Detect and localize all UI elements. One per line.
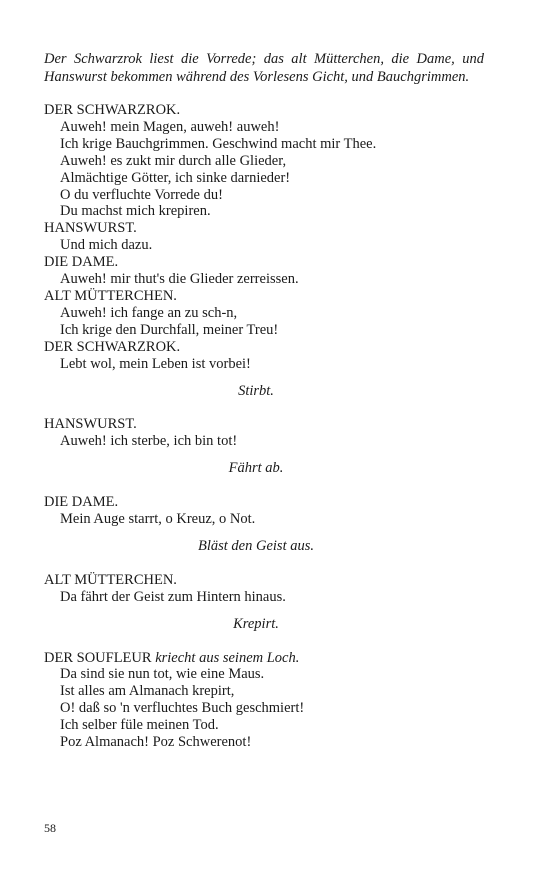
speaker-name: DIE DAME. (44, 254, 119, 271)
speech-line: Auweh! mir thut's die Glieder zerreissen. (60, 271, 299, 288)
speech-line: Auweh! mein Magen, auweh! auweh! (60, 118, 280, 135)
speech-line: Poz Almanach! Poz Schwerenot! (60, 734, 252, 751)
speech-line: Da fährt der Geist zum Hintern hinaus. (60, 588, 286, 605)
speech-line: Da sind sie nun tot, wie eine Maus. (60, 666, 265, 683)
speaker-stage-direction: kriecht aus seinem Loch. (155, 649, 300, 666)
speech-line: Lebt wol, mein Leben ist vorbei! (60, 355, 251, 372)
page-number: 58 (44, 821, 56, 835)
speaker-name: DER SCHWARZROK. (44, 102, 181, 118)
speaker-line (44, 650, 514, 667)
dialogue (44, 102, 514, 751)
speaker-name: DER SOUFLEUR (44, 649, 152, 666)
speech-line: Auweh! ich fange an zu sch-n, (60, 304, 238, 321)
stage-direction: Stirbt. (238, 382, 274, 399)
speaker-name: ALT MÜTTERCHEN. (44, 287, 177, 304)
speech-line: Auweh! ich sterbe, ich bin tot! (60, 433, 238, 450)
intro-stage-direction: Der Schwarzrok liest die Vorrede; das alt Mütterchen, die Dame, und Hanswurst bekommen während des Vorlesens Gicht, und Bauchgrimmen. (44, 51, 484, 85)
speech-line: Und mich dazu. (60, 237, 153, 254)
speech-line: Auweh! es zukt mir durch alle Glieder, (60, 152, 287, 169)
speech-line: Du machst mich krepiren. (60, 203, 211, 220)
speaker-name: HANSWURST. (44, 220, 137, 237)
stage-direction: Fährt ab. (228, 460, 284, 477)
speech-line: Ich selber füle meinen Tod. (60, 717, 219, 734)
speech-line: O du verfluchte Vorrede du! (60, 186, 223, 203)
speaker-name: DIE DAME. (44, 494, 119, 511)
speech-line: Mein Auge starrt, o Kreuz, o Not. (60, 511, 256, 528)
stage-direction: Bläst den Geist aus. (198, 537, 314, 554)
stage-direction: Krepirt. (233, 615, 279, 632)
speech-line: Ist alles am Almanach krepirt, (60, 683, 235, 700)
speech-line: Ich krige Bauchgrimmen. Geschwind macht mir Thee. (60, 135, 377, 152)
speech-line: Ich krige den Durchfall, meiner Treu! (60, 321, 279, 338)
speech-line: Almächtige Götter, ich sinke darnieder! (60, 169, 291, 186)
speech-line: O! daß so 'n verfluchtes Buch geschmiert! (60, 700, 305, 717)
speaker-name: ALT MÜTTERCHEN. (44, 571, 177, 588)
speaker-name: HANSWURST. (44, 416, 137, 433)
speaker-name: DER SCHWARZROK. (44, 338, 181, 355)
